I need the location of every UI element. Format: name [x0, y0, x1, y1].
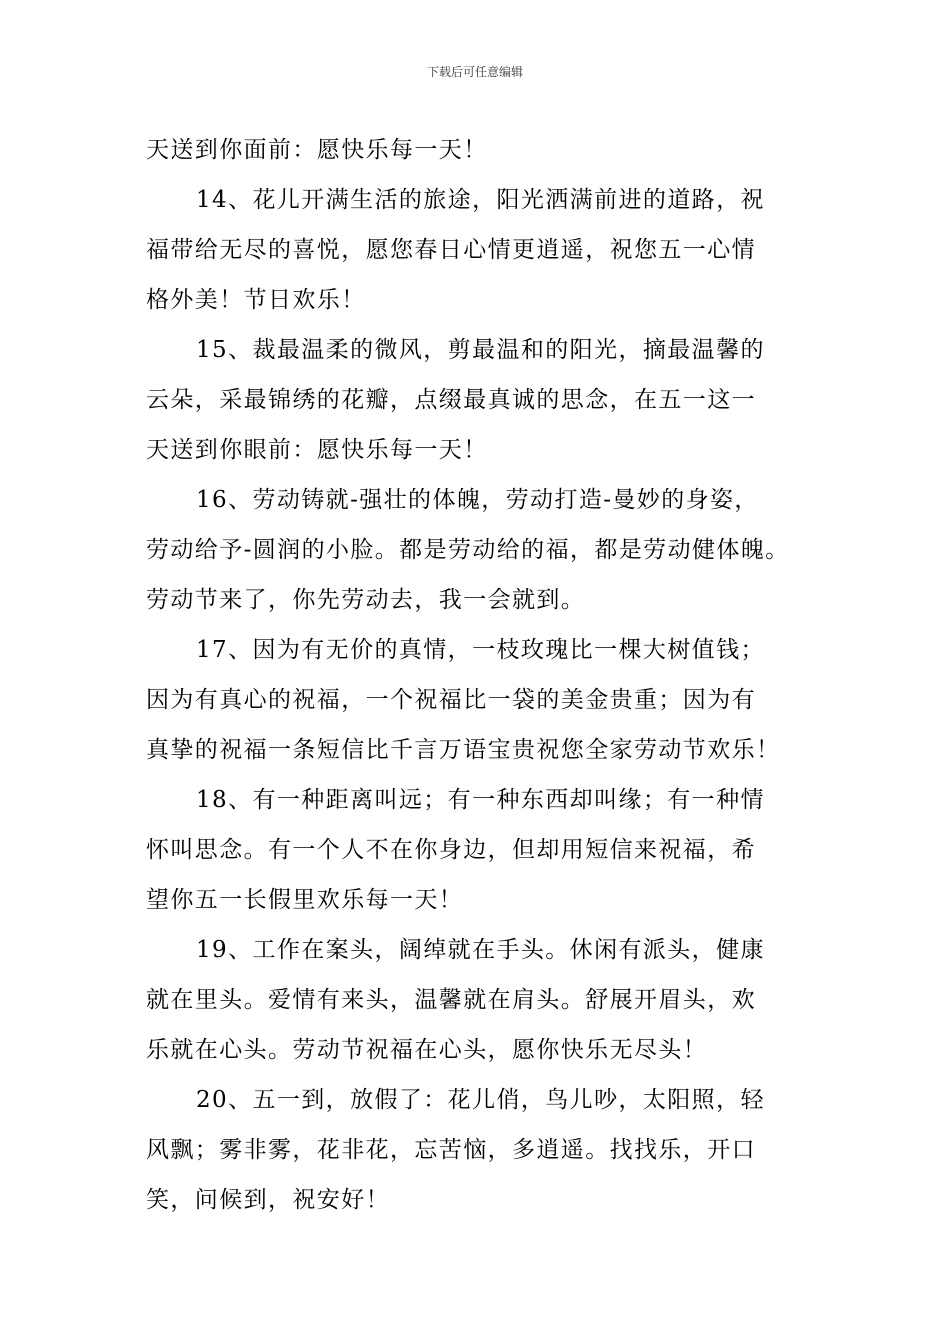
text-line: 天送到你眼前：愿快乐每一天！: [146, 437, 488, 463]
text-line: 因为有真心的祝福，一个祝福比一袋的美金贵重；因为有: [146, 687, 756, 713]
text-line: 天送到你面前：愿快乐每一天！: [146, 137, 488, 163]
paragraph-19: [146, 925, 806, 1075]
text-line: 劳动给予-圆润的小脸。都是劳动给的福，都是劳动健体魄。: [146, 537, 790, 563]
page-header: 下载后可任意编辑: [426, 65, 523, 79]
text-line: 20、五一到，放假了：花儿俏，鸟儿吵，太阳照，轻: [196, 1087, 765, 1113]
text-line: 16、劳动铸就-强壮的体魄，劳动打造-曼妙的身姿，: [196, 487, 759, 513]
text-line: 怀叫思念。有一个人不在你身边，但却用短信来祝福，希: [146, 837, 756, 863]
text-line: 14、花儿开满生活的旅途，阳光洒满前进的道路，祝: [196, 187, 765, 213]
text-line: 19、工作在案头，阔绰就在手头。休闲有派头，健康: [196, 937, 765, 963]
text-line: 格外美！节日欢乐！: [146, 287, 366, 313]
paragraph-15: [146, 325, 806, 475]
paragraph-17: [146, 625, 806, 775]
text-line: 望你五一长假里欢乐每一天！: [146, 887, 464, 913]
text-line: 风飘；雾非雾，花非花，忘苦恼，多逍遥。找找乐，开口: [146, 1137, 756, 1163]
paragraph-20: [146, 1075, 806, 1225]
text-line: 真挚的祝福一条短信比千言万语宝贵祝您全家劳动节欢乐！: [146, 737, 781, 763]
text-line: 就在里头。爱情有来头，温馨就在肩头。舒展开眉头，欢: [146, 987, 756, 1013]
text-line: 18、有一种距离叫远；有一种东西却叫缘；有一种情: [196, 787, 765, 813]
document-body: [146, 125, 806, 1225]
paragraph-continuation: [146, 125, 806, 175]
paragraph-14: [146, 175, 806, 325]
text-line: 笑，问候到，祝安好！: [146, 1187, 390, 1213]
text-line: 15、裁最温柔的微风，剪最温和的阳光，摘最温馨的: [196, 337, 765, 363]
text-line: 云朵，采最锦绣的花瓣，点缀最真诚的思念，在五一这一: [146, 387, 756, 413]
text-line: 乐就在心头。劳动节祝福在心头，愿你快乐无尽头！: [146, 1037, 708, 1063]
text-line: 福带给无尽的喜悦，愿您春日心情更逍遥，祝您五一心情: [146, 237, 756, 263]
paragraph-16: [146, 475, 806, 625]
paragraph-18: [146, 775, 806, 925]
text-line: 17、因为有无价的真情，一枝玫瑰比一棵大树值钱；: [196, 637, 765, 663]
text-line: 劳动节来了，你先劳动去，我一会就到。: [146, 587, 586, 613]
